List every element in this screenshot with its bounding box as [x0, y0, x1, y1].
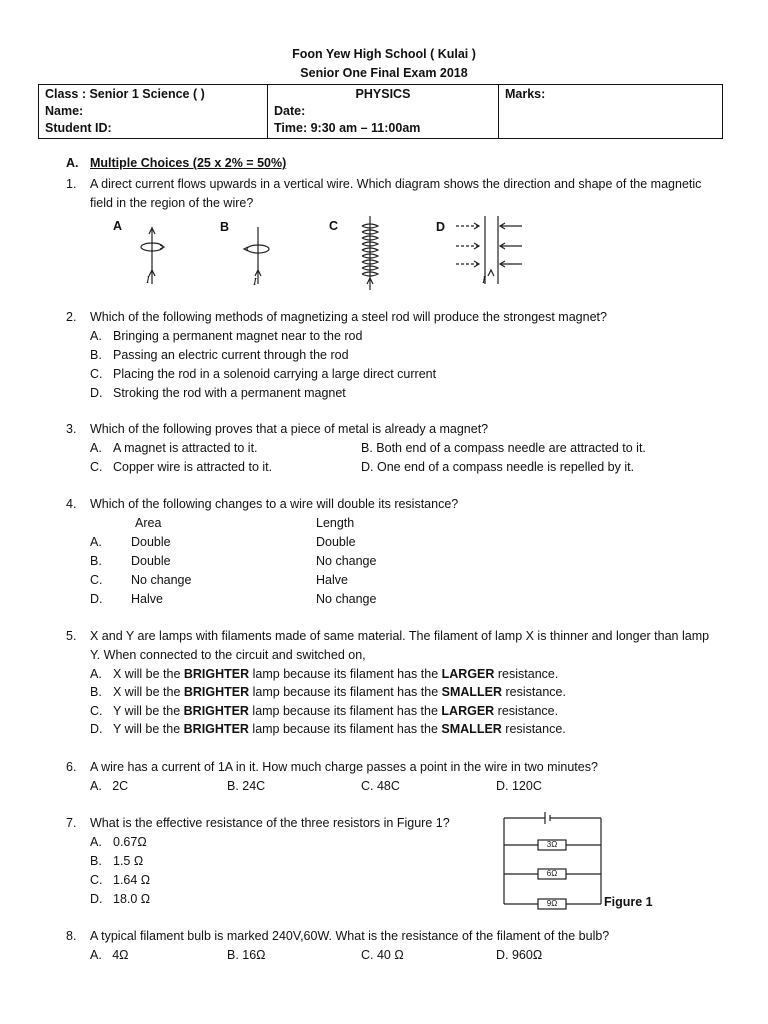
option-text: B. 24C	[227, 779, 266, 793]
diagram-label-a: A	[113, 219, 123, 233]
class-label: Class : Senior 1 Science ( )	[45, 87, 205, 101]
question-text: What is the effective resistance of the three resistors in Figure 1?	[90, 816, 450, 830]
option-length: No change	[316, 554, 377, 568]
option-letter: C.	[90, 367, 103, 381]
option-text: Y will be the BRIGHTER lamp because its filament has the LARGER resistance.	[113, 704, 559, 718]
question-text: Y. When connected to the circuit and switched on,	[90, 648, 366, 662]
current-label-b: I	[253, 276, 257, 288]
option-letter: C.	[90, 704, 103, 718]
option-letter: C.	[90, 873, 103, 887]
option-letter: A.	[90, 329, 102, 343]
option-length: Double	[316, 535, 356, 549]
option-letter: D.	[90, 722, 103, 736]
date-label: Date:	[274, 104, 306, 118]
option-text: Placing the rod in a solenoid carrying a large direct current	[113, 367, 437, 381]
option-text: Y will be the BRIGHTER lamp because its filament has the SMALLER resistance.	[113, 722, 566, 736]
diagram-label-d: D	[436, 220, 446, 234]
current-label-a: I	[146, 274, 150, 286]
option-letter: C.	[90, 573, 103, 587]
option-text: D. 120C	[496, 779, 542, 793]
circuit-figure	[500, 808, 605, 912]
option-letter: A.	[90, 441, 102, 455]
question-6	[66, 758, 746, 777]
option-area: Double	[131, 535, 171, 549]
question-7	[66, 814, 746, 833]
question-text: X and Y are lamps with filaments made of same material. The filament of lamp X is thinner and longer than lamp	[90, 629, 710, 643]
diagram-label-c: C	[329, 219, 339, 233]
figure-caption: Figure 1	[604, 895, 653, 909]
question-8	[66, 927, 746, 946]
option-text: Copper wire is attracted to it.	[113, 460, 273, 474]
column-header-length: Length	[316, 516, 355, 530]
name-label: Name:	[45, 104, 84, 118]
marks-label: Marks:	[505, 87, 546, 101]
question-number: 8.	[66, 929, 77, 943]
current-label-d: I	[482, 274, 486, 286]
option-text: D. 960Ω	[496, 948, 543, 962]
resistor-label: 3Ω	[546, 840, 558, 849]
option-text: B. Both end of a compass needle are attracted to it.	[361, 441, 646, 455]
question-text: A wire has a current of 1A in it. How much charge passes a point in the wire in two minutes?	[90, 760, 598, 774]
option-text: Passing an electric current through the rod	[113, 348, 349, 362]
question-text: field in the region of the wire?	[90, 196, 254, 210]
option-length: No change	[316, 592, 377, 606]
question-text: A direct current flows upwards in a vertical wire. Which diagram shows the direction and shape of the magnetic	[90, 177, 702, 191]
option-text: D. One end of a compass needle is repelled by it.	[361, 460, 635, 474]
column-header-area: Area	[135, 516, 162, 530]
option-text: A magnet is attracted to it.	[113, 441, 258, 455]
option-length: Halve	[316, 573, 348, 587]
question-number: 2.	[66, 310, 77, 324]
option-text: B. 16Ω	[227, 948, 266, 962]
option-area: Double	[131, 554, 171, 568]
option-text: X will be the BRIGHTER lamp because its filament has the LARGER resistance.	[113, 667, 559, 681]
option-letter: D.	[90, 592, 103, 606]
option-text: C. 48C	[361, 779, 400, 793]
option-text: C. 40 Ω	[361, 948, 404, 962]
question-number: 3.	[66, 422, 77, 436]
header-table	[38, 84, 723, 139]
question-number: 7.	[66, 816, 77, 830]
question-1	[66, 175, 746, 213]
resistor-label: 6Ω	[546, 869, 558, 878]
diagram-label-b: B	[220, 220, 230, 234]
option-area: No change	[131, 573, 192, 587]
question-text: Which of the following proves that a piece of metal is already a magnet?	[90, 422, 489, 436]
option-letter: B.	[90, 348, 102, 362]
option-text: 1.5 Ω	[113, 854, 144, 868]
option-letter: C.	[90, 460, 103, 474]
magnetic-field-diagrams	[100, 212, 540, 292]
option-letter: B.	[90, 554, 102, 568]
option-text: 0.67Ω	[113, 835, 147, 849]
resistor-label: 9Ω	[546, 899, 558, 908]
option-text: X will be the BRIGHTER lamp because its filament has the SMALLER resistance.	[113, 685, 566, 699]
exam-title: Senior One Final Exam 2018	[300, 66, 468, 80]
section-letter: A.	[66, 156, 79, 170]
school-name: Foon Yew High School ( Kulai )	[292, 47, 476, 61]
question-text: Which of the following methods of magnetizing a steel rod will produce the strongest magnet?	[90, 310, 607, 324]
option-letter: D.	[90, 892, 103, 906]
student-id-label: Student ID:	[45, 121, 112, 135]
question-2	[66, 308, 746, 327]
option-text: A. 2C	[90, 779, 129, 793]
option-text: Stroking the rod with a permanent magnet	[113, 386, 346, 400]
question-5	[66, 627, 746, 665]
question-number: 6.	[66, 760, 77, 774]
option-letter: B.	[90, 685, 102, 699]
option-letter: D.	[90, 386, 103, 400]
time-label: Time: 9:30 am – 11:00am	[274, 121, 421, 135]
option-letter: A.	[90, 667, 102, 681]
subject-label: PHYSICS	[355, 87, 411, 101]
question-number: 4.	[66, 497, 77, 511]
section-title: Multiple Choices (25 x 2% = 50%)	[90, 156, 287, 170]
question-3	[66, 420, 746, 439]
question-number: 1.	[66, 177, 77, 191]
option-text: Bringing a permanent magnet near to the rod	[113, 329, 363, 343]
option-text: A. 4Ω	[90, 948, 129, 962]
option-letter: B.	[90, 854, 102, 868]
question-number: 5.	[66, 629, 77, 643]
option-area: Halve	[131, 592, 163, 606]
option-letter: A.	[90, 835, 102, 849]
option-text: 1.64 Ω	[113, 873, 151, 887]
option-text: 18.0 Ω	[113, 892, 151, 906]
question-text: Which of the following changes to a wire will double its resistance?	[90, 497, 459, 511]
option-letter: A.	[90, 535, 102, 549]
question-text: A typical filament bulb is marked 240V,60W. What is the resistance of the filament of the bulb?	[90, 929, 610, 943]
question-4	[66, 495, 746, 514]
